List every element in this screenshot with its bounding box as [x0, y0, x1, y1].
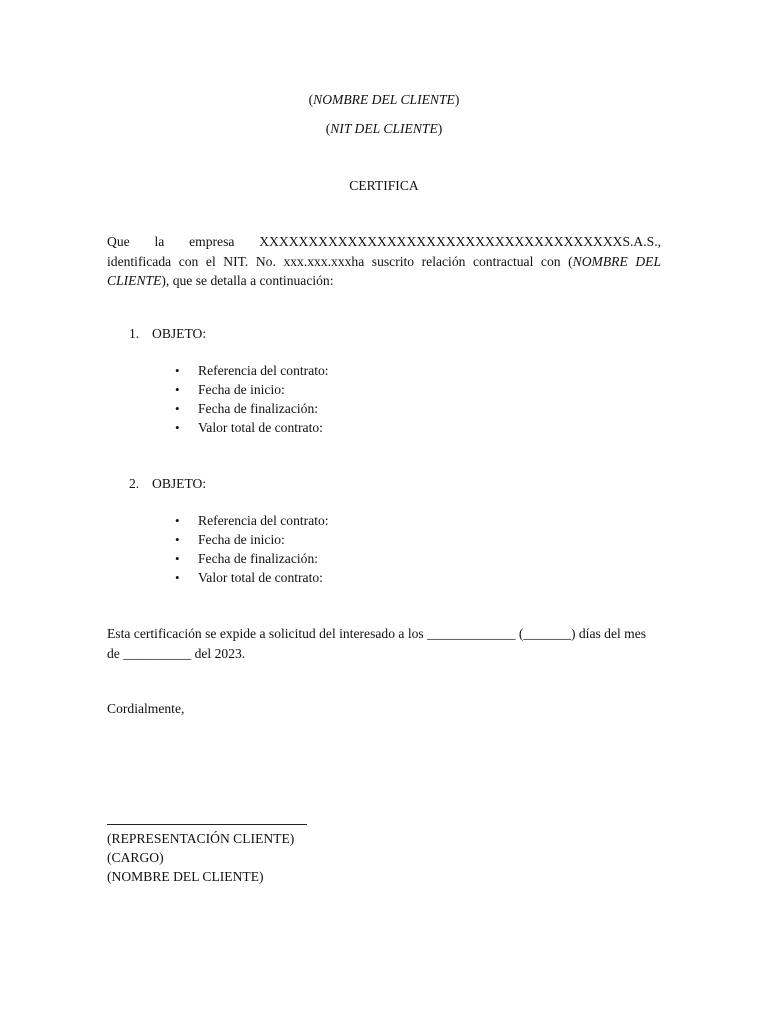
client-name-heading: (NOMBRE DEL CLIENTE): [308, 92, 460, 107]
bullet-icon: •: [175, 382, 180, 397]
list-item: • Fecha de finalización:: [175, 551, 319, 566]
section-2-number: 2.: [129, 476, 140, 491]
section-2-heading: [129, 474, 206, 494]
bullet-icon: •: [175, 532, 180, 547]
section-1-number: 1.: [129, 326, 140, 341]
bullet-icon: •: [175, 551, 180, 566]
section-2-list: [175, 511, 329, 587]
signature-representative: (REPRESENTACIÓN CLIENTE): [107, 831, 295, 846]
section-1-list: [175, 361, 329, 437]
list-item: • Valor total de contrato:: [175, 570, 323, 585]
salutation: Cordialmente,: [107, 701, 185, 716]
client-nit-text: NIT DEL CLIENTE: [330, 121, 438, 136]
bullet-icon: •: [175, 420, 180, 435]
list-item: • Referencia del contrato:: [175, 363, 329, 378]
bullet-icon: •: [175, 570, 180, 585]
intro-client-name: NOMBRE DEL CLIENTE: [107, 253, 661, 288]
bullet-icon: •: [175, 401, 180, 416]
intro-text-part1: Que la empresa XXXXXXXXXXXXXXXXXXXXXXXXXXXXXXXXXXXXXS.A.S., identificada con el NIT. No. xxx.xxx.xxxha suscrito relación contractual con (: [107, 234, 661, 269]
section-1-title: OBJETO:: [152, 326, 207, 341]
signature-client-name: (NOMBRE DEL CLIENTE): [107, 869, 264, 884]
section-1-heading: [129, 324, 206, 344]
client-name-text: NOMBRE DEL CLIENTE: [313, 92, 455, 107]
closing-paragraph: Esta certificación se expide a solicitud del interesado a los _____________ (_______) días del mes de __________ del 2023.: [107, 626, 647, 661]
bullet-icon: •: [175, 513, 180, 528]
client-nit-heading: (NIT DEL CLIENTE): [325, 121, 443, 136]
signature-line: [107, 824, 307, 825]
bullet-icon: •: [175, 363, 180, 378]
signature-position: (CARGO): [107, 850, 164, 865]
intro-text-part2: ), que se detalla a continuación:: [161, 273, 334, 288]
intro-paragraph: [107, 232, 661, 291]
section-2-title: OBJETO:: [152, 476, 207, 491]
list-item: • Fecha de inicio:: [175, 382, 285, 397]
list-item: • Valor total de contrato:: [175, 420, 323, 435]
list-item: • Fecha de inicio:: [175, 532, 285, 547]
document-title: CERTIFICA: [349, 178, 419, 193]
list-item: • Fecha de finalización:: [175, 401, 319, 416]
list-item: • Referencia del contrato:: [175, 513, 329, 528]
signature-block: [107, 829, 294, 886]
